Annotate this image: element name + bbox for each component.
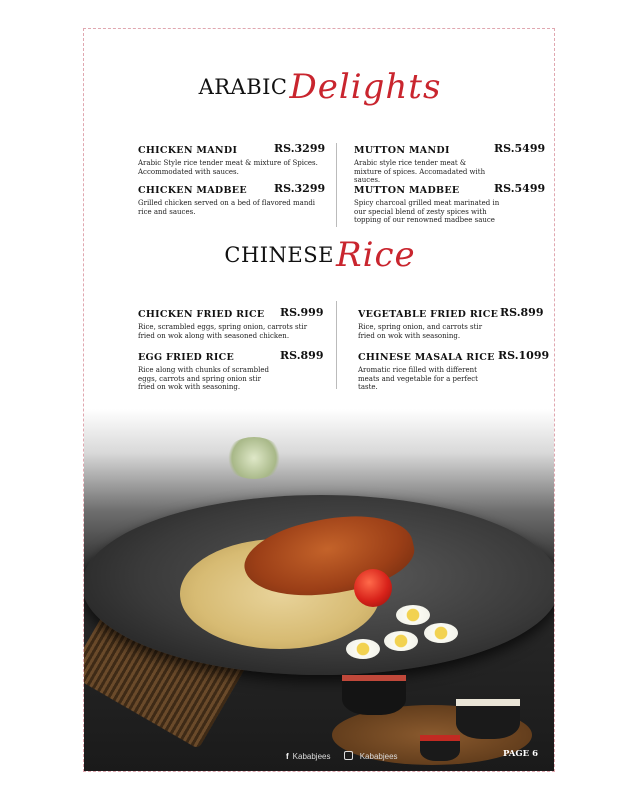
- page-footer: [84, 749, 555, 763]
- menu-item-mutton-madbee: [354, 182, 546, 225]
- item-name: MUTTON MADBEE: [354, 185, 460, 196]
- arabic-title-script: Delights: [289, 67, 442, 107]
- menu-item-chicken-madbee: [138, 182, 326, 216]
- item-price: RS.5499: [494, 182, 546, 195]
- salad-bowl: [342, 675, 406, 715]
- instagram-handle[interactable]: Kababjees: [359, 752, 398, 761]
- menu-item-chicken-mandi: [138, 142, 326, 176]
- item-description: Arabic Style rice tender meat & mixture of Spices. Accommodated with sauces.: [138, 159, 318, 176]
- item-price: RS.3299: [274, 182, 326, 195]
- menu-page: [83, 28, 555, 772]
- raita-bowl: [456, 699, 520, 739]
- food-photo: [84, 409, 555, 772]
- item-name: EGG FRIED RICE: [138, 352, 234, 363]
- item-name: CHICKEN MANDI: [138, 145, 238, 156]
- item-name: MUTTON MANDI: [354, 145, 450, 156]
- menu-item-mutton-mandi: [354, 142, 546, 185]
- chinese-title-script: Rice: [335, 235, 416, 275]
- chinese-section-title: [84, 235, 555, 275]
- facebook-icon: f: [286, 752, 289, 761]
- herb-garnish: [224, 437, 284, 479]
- menu-item-vegetable-fried-rice: [358, 306, 544, 340]
- social-handles: [286, 751, 402, 761]
- item-name: VEGETABLE FRIED RICE: [358, 309, 499, 320]
- item-description: Rice, scrambled eggs, spring onion, carrots stir fried on wok along with seasoned chicken.: [138, 323, 308, 340]
- item-price: RS.3299: [274, 142, 326, 155]
- item-price: RS.5499: [494, 142, 546, 155]
- boiled-egg: [396, 605, 430, 625]
- item-price: RS.899: [280, 349, 324, 362]
- item-description: Grilled chicken served on a bed of flavored mandi rice and sauces.: [138, 199, 316, 216]
- menu-item-chinese-masala-rice: [358, 349, 550, 392]
- item-price: RS.999: [280, 306, 324, 319]
- boiled-egg: [424, 623, 458, 643]
- item-description: Rice along with chunks of scrambled eggs, carrots and spring onion stir fried on wok with seasoning.: [138, 366, 269, 391]
- grilled-tomato: [354, 569, 392, 607]
- facebook-handle[interactable]: Kababjees: [292, 752, 331, 761]
- item-description: Aromatic rice filled with different meats and vegetable for a perfect taste.: [358, 366, 478, 391]
- item-description: Spicy charcoal grilled meat marinated in our special blend of zesty spices with topping of our renowned madbee sauce: [354, 199, 500, 224]
- chinese-title-plain: CHINESE: [224, 243, 334, 267]
- instagram-icon: [344, 751, 353, 760]
- item-name: CHINESE MASALA RICE: [358, 352, 495, 363]
- boiled-egg: [384, 631, 418, 651]
- menu-item-chicken-fried-rice: [138, 306, 324, 340]
- boiled-egg: [346, 639, 380, 659]
- column-divider: [336, 301, 337, 389]
- item-name: CHICKEN MADBEE: [138, 185, 247, 196]
- item-price: RS.899: [500, 306, 544, 319]
- page-number: PAGE 6: [503, 749, 538, 759]
- column-divider: [336, 143, 337, 227]
- menu-item-egg-fried-rice: [138, 349, 324, 392]
- arabic-section-title: [84, 67, 555, 107]
- item-price: RS.1099: [498, 349, 550, 362]
- item-description: Arabic style rice tender meat & mixture of spices. Accomadated with sauces.: [354, 159, 486, 184]
- arabic-title-plain: ARABIC: [198, 75, 288, 99]
- item-name: CHICKEN FRIED RICE: [138, 309, 265, 320]
- item-description: Rice, spring onion, and carrots stir fried on wok with seasoning.: [358, 323, 483, 340]
